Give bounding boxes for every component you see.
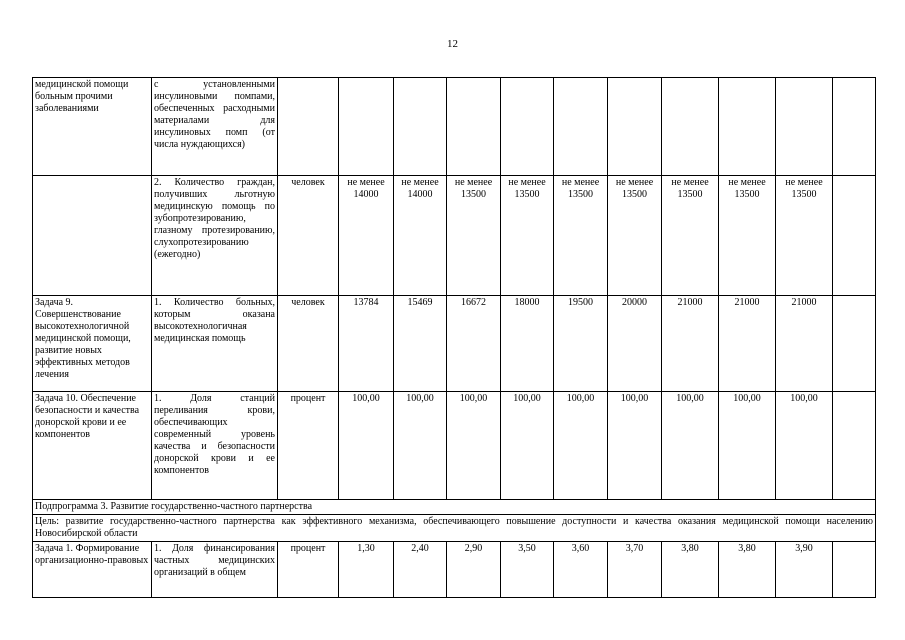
value-cell: 100,00 (662, 392, 719, 500)
value-cell: не менее 14000 (394, 176, 447, 296)
task-cell (33, 176, 152, 296)
value-cell (776, 78, 833, 176)
table-row (33, 296, 876, 392)
value-cell: 16672 (447, 296, 501, 392)
value-cell: не менее 13500 (608, 176, 662, 296)
goal-row (33, 515, 876, 542)
value-cell (833, 78, 876, 176)
value-cell: 3,80 (662, 542, 719, 598)
indicator-cell: с установленными инсулиновыми помпами, обеспеченных расходными материалами для инсулиновых помп (от числа нуждающихся) (152, 78, 278, 176)
value-cell (501, 78, 554, 176)
value-cell: не менее 13500 (776, 176, 833, 296)
table-row (33, 392, 876, 500)
table-row (33, 176, 876, 296)
value-cell (394, 78, 447, 176)
page-number: 12 (447, 38, 458, 50)
value-cell: 3,70 (608, 542, 662, 598)
unit-cell: процент (278, 392, 339, 500)
value-cell: 1,30 (339, 542, 394, 598)
value-cell: 100,00 (501, 392, 554, 500)
value-cell: 100,00 (339, 392, 394, 500)
value-cell (447, 78, 501, 176)
value-cell: 100,00 (608, 392, 662, 500)
value-cell: 13784 (339, 296, 394, 392)
value-cell: 100,00 (719, 392, 776, 500)
value-cell: 18000 (501, 296, 554, 392)
goal-text: Цель: развитие государственно-частного партнерства как эффективного механизма, обеспечивающего повышение доступности и качества оказания медицинской помощи населению Новосибирской области (33, 515, 876, 542)
value-cell: 15469 (394, 296, 447, 392)
value-cell (662, 78, 719, 176)
indicators-table (32, 77, 876, 598)
value-cell (608, 78, 662, 176)
value-cell: 20000 (608, 296, 662, 392)
value-cell: 3,80 (719, 542, 776, 598)
value-cell: 100,00 (447, 392, 501, 500)
value-cell (554, 78, 608, 176)
value-cell: не менее 13500 (662, 176, 719, 296)
unit-cell: человек (278, 296, 339, 392)
value-cell: не менее 13500 (501, 176, 554, 296)
value-cell (339, 78, 394, 176)
indicator-cell: 1. Доля финансирования частных медицинских организаций в общем (152, 542, 278, 598)
value-cell: 19500 (554, 296, 608, 392)
value-cell (833, 392, 876, 500)
value-cell: 100,00 (776, 392, 833, 500)
value-cell: не менее 13500 (719, 176, 776, 296)
indicator-cell: 2. Количество граждан, получивших льготную медицинскую помощь по зубопротезированию, глазному протезированию, слухопротезированию (ежегодно) (152, 176, 278, 296)
task-cell: Задача 1. Формирование организационно-правовых (33, 542, 152, 598)
value-cell: 21000 (776, 296, 833, 392)
task-cell: медицинской помощи больным прочими заболеваниями (33, 78, 152, 176)
value-cell: 100,00 (394, 392, 447, 500)
subprogram-row (33, 500, 876, 515)
value-cell: 3,50 (501, 542, 554, 598)
table-row (33, 78, 876, 176)
value-cell (833, 542, 876, 598)
value-cell (719, 78, 776, 176)
value-cell: 2,40 (394, 542, 447, 598)
unit-cell: человек (278, 176, 339, 296)
value-cell: не менее 13500 (554, 176, 608, 296)
value-cell: 3,90 (776, 542, 833, 598)
subprogram-title: Подпрограмма 3. Развитие государственно-частного партнерства (33, 500, 876, 515)
indicator-cell: 1. Доля станций переливания крови, обеспечивающих современный уровень качества и безопасности донорской крови и ее компонентов (152, 392, 278, 500)
value-cell (833, 296, 876, 392)
value-cell: 100,00 (554, 392, 608, 500)
value-cell: 21000 (719, 296, 776, 392)
value-cell: не менее 13500 (447, 176, 501, 296)
unit-cell (278, 78, 339, 176)
indicator-cell: 1. Количество больных, которым оказана высокотехнологичная медицинская помощь (152, 296, 278, 392)
value-cell (833, 176, 876, 296)
table-row (33, 542, 876, 598)
value-cell: не менее 14000 (339, 176, 394, 296)
value-cell: 3,60 (554, 542, 608, 598)
unit-cell: процент (278, 542, 339, 598)
task-cell: Задача 9. Совершенствование высокотехнологичной медицинской помощи, развитие новых эффективных методов лечения (33, 296, 152, 392)
task-cell: Задача 10. Обеспечение безопасности и качества донорской крови и ее компонентов (33, 392, 152, 500)
value-cell: 2,90 (447, 542, 501, 598)
value-cell: 21000 (662, 296, 719, 392)
